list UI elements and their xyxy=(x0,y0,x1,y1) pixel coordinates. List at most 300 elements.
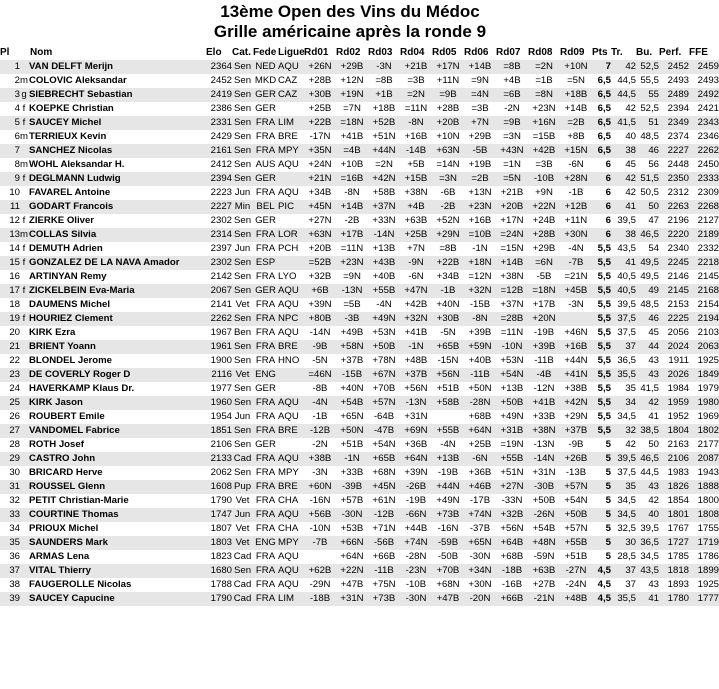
table-row xyxy=(0,536,719,550)
header-elo: Elo xyxy=(206,47,222,58)
cell-title: f xyxy=(22,243,26,254)
cell-rd01: -10N xyxy=(309,523,331,534)
header-pl: Pl xyxy=(0,47,10,58)
cell-rd05: +51B xyxy=(436,383,460,394)
cell-rd09: =21N xyxy=(564,271,588,282)
cell-cat: Vet xyxy=(235,523,250,534)
cell-rd04: -30N xyxy=(400,592,432,606)
cell-pts: 6 xyxy=(592,228,611,242)
cell-pl: 39 xyxy=(0,592,20,606)
cell-rd09: -27N xyxy=(560,564,592,578)
cell-rd09: -1B xyxy=(568,187,584,198)
cell-rd02: +23N xyxy=(336,256,368,270)
cell-rd07: =19N xyxy=(500,439,524,450)
cell-fede: FRA xyxy=(255,187,276,198)
cell-rd04: +15B xyxy=(400,172,432,186)
cell-bu: 50,5 xyxy=(640,187,659,198)
cell-ligue xyxy=(278,256,304,270)
cell-rd06: +39B xyxy=(468,327,492,338)
cell-rd06: +50N xyxy=(468,383,492,394)
cell-name: PETIT Christian-Marie xyxy=(29,495,129,506)
cell-cat: Sen xyxy=(233,61,252,72)
cell-rd07: +64B xyxy=(496,536,528,550)
cell-elo: 2262 xyxy=(206,312,232,326)
cell-cat: Sen xyxy=(233,271,252,282)
cell-fede: BEL xyxy=(253,200,278,214)
cell-rd08: +54B xyxy=(532,523,556,534)
cell-rd01: +60N xyxy=(304,480,336,494)
cell-fede: FRA xyxy=(253,480,278,494)
cell-tr: 44,5 xyxy=(611,88,636,102)
table-row xyxy=(0,410,719,424)
cell-rd03: +40B xyxy=(372,271,396,282)
cell-bu: 45 xyxy=(648,327,659,338)
cell-ligue: AQU xyxy=(278,396,304,410)
cell-rd04: +16B xyxy=(404,131,428,142)
cell-rd05 xyxy=(432,410,464,424)
cell-rd05: +55B xyxy=(432,424,464,438)
cell-rd09: -13B xyxy=(565,467,587,478)
cell-fede: FRA xyxy=(255,327,276,338)
cell-rd01 xyxy=(304,550,336,564)
cell-rd06: -17B xyxy=(469,495,491,506)
cell-tr: 39,5 xyxy=(617,299,636,310)
cell-rd04: +36B xyxy=(404,439,428,450)
cell-rd09: +14B xyxy=(564,103,588,114)
cell-fede: FRA xyxy=(253,340,278,354)
cell-pl: 15 xyxy=(0,256,20,270)
cell-pl: 16 xyxy=(9,271,20,282)
cell-name: HOURIEZ Clement xyxy=(28,312,206,326)
cell-pts: 6 xyxy=(592,172,611,186)
cell-pts: 5,5 xyxy=(592,340,611,354)
cell-bu: 48,5 xyxy=(640,131,659,142)
cell-ligue: AQU xyxy=(278,411,299,422)
table-row xyxy=(0,592,719,606)
cell-rd09: +37B xyxy=(560,424,592,438)
cell-rd05: +58B xyxy=(432,396,464,410)
cell-title xyxy=(20,144,28,158)
cell-bu: 41 xyxy=(648,411,659,422)
cell-rd07: +49N xyxy=(500,411,524,422)
cell-rd07: +54N xyxy=(496,368,528,382)
cell-perf: 1780 xyxy=(659,592,689,606)
cell-elo: 1954 xyxy=(210,411,232,422)
cell-cat: Cad xyxy=(233,579,252,590)
cell-ffe: 2343 xyxy=(689,116,719,130)
cell-ffe: 2268 xyxy=(689,200,719,214)
table-row xyxy=(0,508,719,522)
cell-tr: 34,5 xyxy=(617,411,636,422)
cell-name: SAUCEY Michel xyxy=(28,116,206,130)
cell-pts: 5,5 xyxy=(592,312,611,326)
cell-rd03: +78N xyxy=(372,355,396,366)
cell-pts: 6 xyxy=(592,200,611,214)
cell-rd01: -9B xyxy=(304,340,336,354)
header-ffe: FFE xyxy=(689,47,708,58)
cell-title xyxy=(20,438,28,452)
cell-pts: 6,5 xyxy=(592,144,611,158)
cell-bu: 44,5 xyxy=(640,467,659,478)
cell-rd09: +18B xyxy=(560,88,592,102)
cell-pl: 19 xyxy=(0,312,20,326)
cell-perf: 2225 xyxy=(659,312,689,326)
cell-ligue: MPY xyxy=(278,144,304,158)
cell-bu: 42 xyxy=(648,495,659,506)
cell-rd09: +28N xyxy=(560,172,592,186)
cell-tr: 35,5 xyxy=(611,368,636,382)
cell-rd05: +56N xyxy=(432,368,464,382)
cell-ligue: AQU xyxy=(278,551,299,562)
cell-rd06: +74N xyxy=(464,508,496,522)
cell-elo: 2227 xyxy=(206,200,232,214)
cell-name: DE COVERLY Roger D xyxy=(28,368,206,382)
cell-bu: 39,5 xyxy=(640,523,659,534)
cell-perf: 1826 xyxy=(659,480,689,494)
cell-rd05: +52N xyxy=(436,215,460,226)
cell-fede: FRA xyxy=(255,355,276,366)
cell-perf: 2145 xyxy=(659,284,689,298)
cell-pts: 5,5 xyxy=(597,383,611,394)
cell-fede: FRA xyxy=(253,144,278,158)
cell-perf: 1854 xyxy=(667,495,689,506)
cell-name: GODART Francois xyxy=(28,200,206,214)
cell-pl: 10 xyxy=(9,187,20,198)
cell-rd07: +17N xyxy=(500,215,524,226)
cell-perf: 1727 xyxy=(659,536,689,550)
cell-rd08: -19B xyxy=(533,327,555,338)
cell-pl: 14 xyxy=(9,243,20,254)
cell-elo: 1608 xyxy=(206,480,232,494)
cell-rd07: =8B xyxy=(496,60,528,74)
cell-bu: 52,5 xyxy=(640,103,659,114)
cell-ffe: 2421 xyxy=(697,103,719,114)
cell-pts: 7 xyxy=(592,60,611,74)
cell-ffe: 1800 xyxy=(697,495,719,506)
standings-table xyxy=(0,46,719,606)
table-row xyxy=(0,368,719,382)
cell-perf: 2374 xyxy=(667,131,689,142)
cell-title: f xyxy=(20,116,28,130)
cell-rd06: =3B xyxy=(471,103,489,114)
cell-title xyxy=(20,522,28,536)
cell-rd08: =3B xyxy=(535,159,553,170)
cell-rd01: +38B xyxy=(304,452,336,466)
cell-rd01: +27N xyxy=(308,215,332,226)
cell-bu: 52,5 xyxy=(636,60,659,74)
cell-tr: 45 xyxy=(625,159,636,170)
cell-rd07: =12B xyxy=(496,284,528,298)
cell-cat: Sen xyxy=(233,565,252,576)
cell-rd02: =5B xyxy=(343,299,361,310)
table-row xyxy=(0,228,719,242)
cell-rd05: +68N xyxy=(436,579,460,590)
cell-cat: Vet xyxy=(235,495,250,506)
cell-rd05: -50B xyxy=(437,551,459,562)
cell-rd05: -2B xyxy=(432,200,464,214)
cell-rd01: -29N xyxy=(309,579,331,590)
table-row xyxy=(0,88,719,102)
cell-elo: 2386 xyxy=(210,103,232,114)
cell-rd04: -66N xyxy=(400,508,432,522)
cell-rd03: +75N xyxy=(372,579,396,590)
cell-perf: 1785 xyxy=(667,551,689,562)
cell-rd03: +53N xyxy=(372,327,396,338)
cell-rd05: +49N xyxy=(436,495,460,506)
cell-rd02: +58N xyxy=(336,340,368,354)
cell-pts: 6,5 xyxy=(597,75,611,86)
cell-fede: NED xyxy=(253,60,278,74)
cell-perf: 2394 xyxy=(667,103,689,114)
cell-elo: 2133 xyxy=(206,452,232,466)
cell-rd04: -10B xyxy=(405,579,427,590)
cell-rd03: =2N xyxy=(375,159,393,170)
cell-tr: 37,5 xyxy=(611,312,636,326)
header-rd03: Rd03 xyxy=(368,47,393,58)
cell-rd03: =8B xyxy=(375,75,393,86)
cell-pts: 4,5 xyxy=(597,579,611,590)
cell-elo: 2223 xyxy=(210,187,232,198)
cell-perf: 2227 xyxy=(659,144,689,158)
cell-rd09: -7B xyxy=(560,256,592,270)
cell-fede: FRA xyxy=(253,592,278,606)
table-row xyxy=(0,74,719,88)
cell-name: HAVERKAMP Klaus Dr. xyxy=(29,383,135,394)
cell-rd03: +18B xyxy=(372,103,396,114)
cell-cat: Cad xyxy=(233,551,252,562)
cell-tr: 32,5 xyxy=(617,523,636,534)
cell-rd07: =28B xyxy=(496,312,528,326)
cell-pts: 5,5 xyxy=(592,424,611,438)
cell-pl: 1 xyxy=(0,60,20,74)
cell-pl: 7 xyxy=(0,144,20,158)
cell-rd07: +38N xyxy=(500,271,524,282)
cell-bu: 40 xyxy=(636,508,659,522)
cell-fede: FRA xyxy=(255,243,276,254)
cell-rd02: =16B xyxy=(336,172,368,186)
cell-name: COLLAS Silvia xyxy=(28,228,206,242)
cell-rd03: -14N xyxy=(368,228,400,242)
cell-name: DAUMENS Michel xyxy=(29,299,111,310)
cell-ligue xyxy=(278,102,304,116)
cell-perf: 2452 xyxy=(659,60,689,74)
cell-title xyxy=(20,536,28,550)
cell-fede: MKD xyxy=(254,75,277,86)
cell-ligue xyxy=(278,382,304,396)
cell-bu: 46 xyxy=(636,144,659,158)
cell-name: KIRK Ezra xyxy=(29,327,76,338)
cell-rd09: +57N xyxy=(560,480,592,494)
cell-rd07: +4B xyxy=(503,75,521,86)
cell-rd02: +19N xyxy=(336,88,368,102)
cell-name: TERRIEUX Kevin xyxy=(29,131,107,142)
cell-title xyxy=(20,452,28,466)
cell-bu: 44 xyxy=(636,340,659,354)
cell-pl: 2 xyxy=(14,75,20,86)
cell-rd07: +13B xyxy=(500,383,524,394)
cell-tr: 28,5 xyxy=(617,551,636,562)
cell-rd08: +63B xyxy=(528,564,560,578)
cell-ligue xyxy=(278,368,304,382)
cell-rd04: -13N xyxy=(400,396,432,410)
cell-rd01: -7B xyxy=(304,536,336,550)
cell-perf: 1818 xyxy=(659,564,689,578)
cell-ligue: BRE xyxy=(278,480,304,494)
cell-title: f xyxy=(20,172,28,186)
cell-rd01: -8B xyxy=(312,383,328,394)
cell-rd03: +65B xyxy=(368,452,400,466)
cell-tr: 42 xyxy=(611,172,636,186)
cell-rd01: -12B xyxy=(304,424,336,438)
cell-ffe: 2145 xyxy=(697,271,719,282)
cell-rd02: +12N xyxy=(340,75,364,86)
cell-ffe: 1786 xyxy=(697,551,719,562)
cell-ligue: AQU xyxy=(278,508,304,522)
cell-rd05: =3N xyxy=(432,172,464,186)
cell-rd04: +74N xyxy=(400,536,432,550)
cell-perf: 2312 xyxy=(667,187,689,198)
cell-cat: Jun xyxy=(234,411,251,422)
cell-rd03: +55B xyxy=(368,284,400,298)
cell-name: PRIOUX Michel xyxy=(29,523,99,534)
cell-rd04: +47N xyxy=(400,284,432,298)
cell-pts: 5 xyxy=(592,480,611,494)
cell-rd09: +11N xyxy=(564,215,588,226)
cell-pl: 27 xyxy=(0,424,20,438)
cell-bu: 43 xyxy=(648,579,659,590)
cell-rd06: +23N xyxy=(464,200,496,214)
cell-rd08: -5B xyxy=(536,271,552,282)
cell-rd05: -5N xyxy=(440,327,456,338)
cell-ligue xyxy=(278,438,304,452)
header-rd01: Rd01 xyxy=(304,47,329,58)
cell-rd09: +57N xyxy=(564,523,588,534)
cell-rd08: -13N xyxy=(533,439,555,450)
cell-rd09 xyxy=(560,312,592,326)
cell-pl: 3 xyxy=(0,88,20,102)
table-row xyxy=(0,298,719,312)
table-row xyxy=(0,186,719,200)
cell-title xyxy=(20,200,28,214)
cell-pl: 11 xyxy=(0,200,20,214)
cell-rd03: +1B xyxy=(368,88,400,102)
cell-ffe: 2450 xyxy=(697,159,719,170)
cell-rd03: +43B xyxy=(368,256,400,270)
cell-rd08: +17B xyxy=(532,299,556,310)
cell-rd03: -64B xyxy=(373,411,395,422)
cell-bu: 43 xyxy=(636,480,659,494)
cell-cat: Vet xyxy=(232,368,253,382)
cell-ffe: 1979 xyxy=(697,383,719,394)
cell-rd09: +55B xyxy=(560,536,592,550)
cell-rd03: +33N xyxy=(372,215,396,226)
cell-rd09: -24N xyxy=(565,579,587,590)
cell-rd06: +59N xyxy=(464,340,496,354)
cell-rd08: =6N xyxy=(528,256,560,270)
cell-rd02: +47B xyxy=(340,579,364,590)
cell-rd01: -14N xyxy=(309,327,331,338)
cell-cat: Min xyxy=(232,200,253,214)
cell-fede: GER xyxy=(255,383,276,394)
cell-ffe: 2189 xyxy=(689,228,719,242)
cell-ligue: BRE xyxy=(278,340,304,354)
cell-rd01: +80B xyxy=(304,312,336,326)
cell-rd04: -8N xyxy=(400,116,432,130)
cell-elo: 1851 xyxy=(206,424,232,438)
cell-rd05: -4N xyxy=(440,439,456,450)
cell-title: m xyxy=(20,75,28,86)
cell-rd06: =9N xyxy=(471,75,489,86)
cell-pts: 5,5 xyxy=(592,368,611,382)
cell-rd09: +12B xyxy=(560,200,592,214)
cell-fede: GER xyxy=(253,172,278,186)
cell-title: f xyxy=(22,215,26,226)
cell-rd06: +18N xyxy=(464,256,496,270)
table-row xyxy=(0,564,719,578)
cell-fede: FRA xyxy=(253,228,278,242)
cell-name: KOEPKE Christian xyxy=(29,103,114,114)
cell-rd04: +41B xyxy=(404,327,428,338)
table-row xyxy=(0,522,719,536)
header-bu: Bu. xyxy=(636,47,653,58)
cell-rd07: =24N xyxy=(496,228,528,242)
cell-rd03: +54N xyxy=(372,439,396,450)
cell-rd06: -30N xyxy=(469,551,491,562)
cell-pl: 17 xyxy=(0,284,20,298)
cell-tr: 40,5 xyxy=(617,271,636,282)
cell-tr: 41,5 xyxy=(611,116,636,130)
cell-ligue xyxy=(278,214,304,228)
cell-pts: 5 xyxy=(592,452,611,466)
cell-rd05: +44N xyxy=(432,480,464,494)
table-row xyxy=(0,60,719,74)
cell-ffe: 1755 xyxy=(697,523,719,534)
cell-perf: 2196 xyxy=(667,215,689,226)
cell-ligue: LIM xyxy=(278,116,304,130)
cell-rd09: +51B xyxy=(564,551,588,562)
cell-tr: 39,5 xyxy=(611,452,636,466)
cell-bu: 54 xyxy=(648,243,659,254)
cell-rd02: +37B xyxy=(340,355,364,366)
cell-bu: 43 xyxy=(636,368,659,382)
cell-rd06: =2B xyxy=(464,172,496,186)
cell-tr: 32 xyxy=(611,424,636,438)
cell-perf: 1767 xyxy=(667,523,689,534)
cell-rd08: +48N xyxy=(528,536,560,550)
cell-cat: Sen xyxy=(233,425,252,436)
cell-pl: 24 xyxy=(9,383,20,394)
cell-rd09: -3N xyxy=(568,299,584,310)
cell-title xyxy=(20,550,28,564)
cell-rd07: +55B xyxy=(496,452,528,466)
cell-tr: 42 xyxy=(625,103,636,114)
cell-tr: 34 xyxy=(611,396,636,410)
cell-rd08: =15B xyxy=(532,131,556,142)
cell-ffe: 2346 xyxy=(697,131,719,142)
cell-name: VAN DELFT Merijn xyxy=(28,60,206,74)
cell-rd08: +42B xyxy=(528,144,560,158)
cell-rd02: =18N xyxy=(336,116,368,130)
cell-pts: 5 xyxy=(605,551,611,562)
cell-rd02: -39B xyxy=(336,480,368,494)
cell-bu: 38,5 xyxy=(636,424,659,438)
cell-name: ARTINYAN Remy xyxy=(29,271,107,282)
cell-rd03: +42N xyxy=(368,172,400,186)
cell-rd02: -1N xyxy=(336,452,368,466)
cell-rd02: =4B xyxy=(336,144,368,158)
cell-rd08: +28B xyxy=(528,228,560,242)
cell-perf: 1984 xyxy=(667,383,689,394)
